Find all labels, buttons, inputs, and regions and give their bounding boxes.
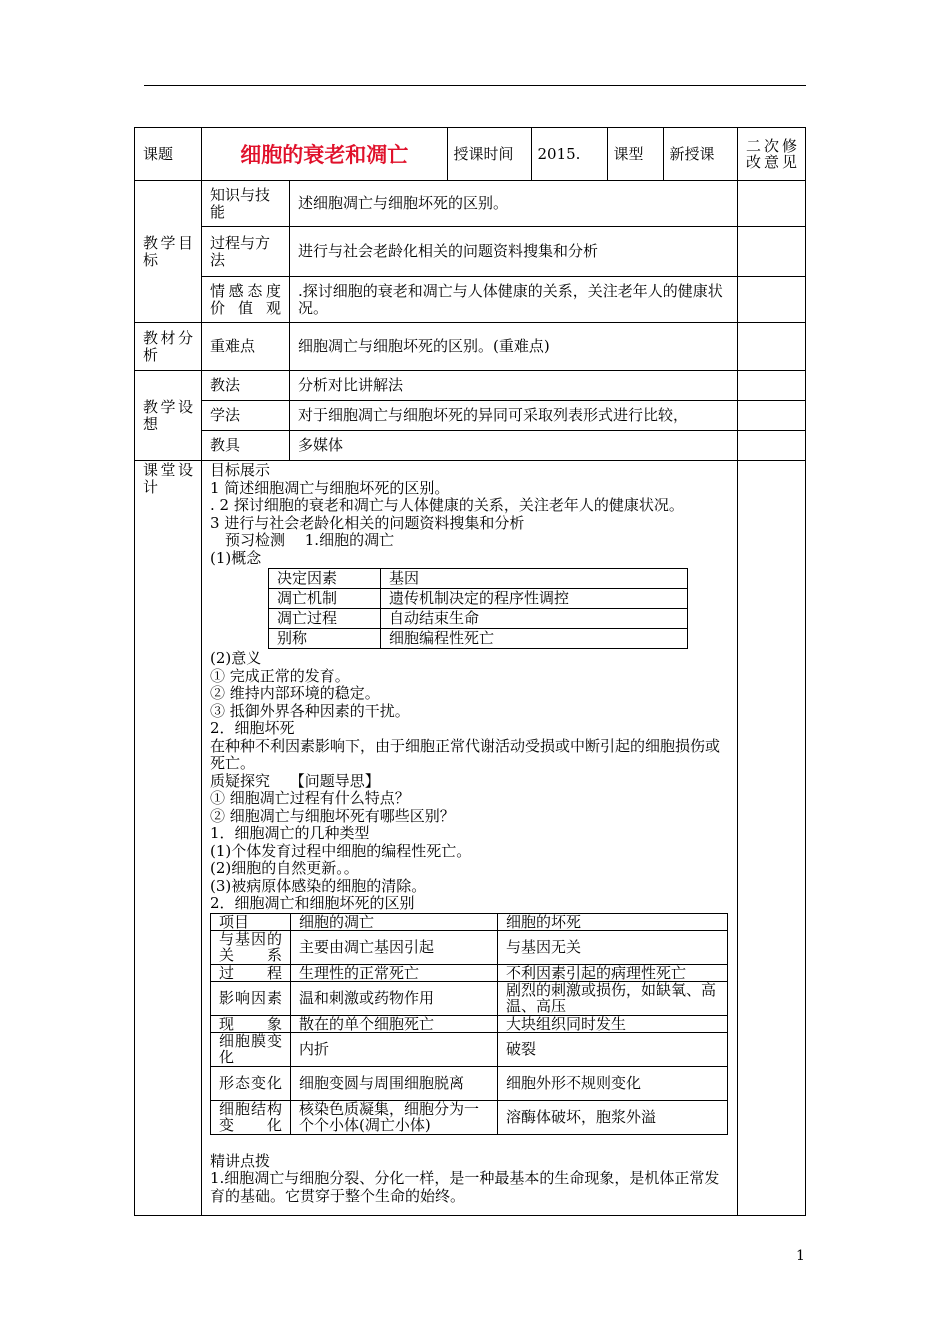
concept-key: 凋亡机制 [269,589,381,609]
analysis-content: 细胞凋亡与细胞坏死的区别。(重难点) [290,323,738,371]
time-value-cell: 2015. [531,128,607,180]
design-line: 精讲点拨 [210,1151,271,1170]
design-line: ③ 抵御外界各种因素的干扰。 [210,701,410,720]
design-content [202,461,738,1216]
revision-cell [738,227,806,277]
concept-value: 自动结束生命 [381,609,688,629]
compare-item: 细胞膜变化 [211,1032,291,1066]
revision-cell [738,371,806,401]
plan-content-study: 对于细胞凋亡与细胞坏死的异同可采取列表形式进行比较， [290,401,738,431]
compare-item: 项目 [211,913,291,930]
revision-cell [738,401,806,431]
design-line: (2)细胞的自然更新。。 [210,859,359,877]
compare-apoptosis: 细胞变圆与周围细胞脱离 [291,1066,498,1100]
concept-row [269,569,688,589]
compare-apoptosis: 核染色质凝集，细胞分为一个个小体(凋亡小体) [291,1100,498,1134]
compare-header-row [211,913,728,930]
revision-cell [738,461,806,1216]
compare-necrosis: 溶酶体破坏，胞浆外溢 [498,1100,728,1134]
design-line: (1)概念 [210,548,262,567]
compare-row [211,1066,728,1100]
goals-label: 教学目标 [135,181,202,323]
revision-cell [738,277,806,323]
design-line: 在种种不利因素影响下，由于细胞正常代谢活动受损或中断引起的细胞损伤或死亡。 [210,736,721,772]
concept-row [269,609,688,629]
design-lines-a [210,462,729,567]
design-line: 预习检测 1.细胞的凋亡 [210,531,395,549]
design-line: (1)个体发育过程中细胞的编程性死亡。 [210,841,472,860]
design-lines-b [210,650,729,913]
compare-row [211,1100,728,1134]
plan-name-method: 教法 [202,371,290,401]
header-rule [144,85,806,86]
design-line: 2．细胞凋亡和细胞坏死的区别 [210,894,415,912]
time-label-cell: 授课时间 [447,128,531,180]
plan-content-method: 分析对比讲解法 [290,371,738,401]
goal-content-knowledge: 述细胞凋亡与细胞坏死的区别。 [290,181,738,227]
compare-item: 现象 [211,1015,291,1032]
design-line: 3 进行与社会老龄化相关的问题资料搜集和分析 [210,513,525,532]
goal-content-process: 进行与社会老龄化相关的问题资料搜集和分析 [290,227,738,277]
plan-name-tools: 教具 [202,431,290,461]
compare-row [211,930,728,964]
compare-necrosis: 破裂 [498,1032,728,1066]
design-line: ① 细胞凋亡过程有什么特点？ [210,789,410,807]
design-line: ② 维持内部环境的稳定。 [210,684,380,702]
design-label: 课堂设计 [135,461,202,1216]
concept-row [269,629,688,649]
design-line: . 2 探讨细胞的衰老和凋亡与人体健康的关系，关注老年人的健康状况。 [210,496,684,514]
compare-item: 过程 [211,964,291,981]
compare-apoptosis: 温和刺激或药物作用 [291,981,498,1015]
compare-necrosis: 与基因无关 [498,930,728,964]
design-line: 1．细胞凋亡的几种类型 [210,824,370,842]
page-number: 1 [796,1248,805,1264]
concept-value: 遗传机制决定的程序性调控 [381,589,688,609]
compare-apoptosis: 内折 [291,1032,498,1066]
compare-row [211,1032,728,1066]
design-line: (2)意义 [210,649,262,667]
plan-name-study: 学法 [202,401,290,431]
concept-table [268,568,688,649]
design-line: 目标展示 [210,461,271,479]
goal-name-knowledge: 知识与技能 [202,181,290,227]
compare-item: 细胞结构变化 [211,1100,291,1134]
design-line: 2．细胞坏死 [210,719,295,737]
compare-necrosis: 不利因素引起的病理性死亡 [498,964,728,981]
revision-cell [738,431,806,461]
header-inner [202,128,738,180]
design-line: 1.细胞凋亡与细胞分裂、分化一样，是一种最基本的生命现象，是机体正常发育的基础。它贯穿于整个生命的始终。 [210,1169,720,1205]
revision-cell [738,181,806,227]
compare-necrosis: 细胞的坏死 [498,913,728,930]
compare-row [211,1015,728,1032]
goal-content-emotion: .探讨细胞的衰老和凋亡与人体健康的关系，关注老年人的健康状况。 [290,277,738,323]
compare-apoptosis: 散在的单个细胞死亡 [291,1015,498,1032]
goal-name-process: 过程与方法 [202,227,290,277]
compare-necrosis: 细胞外形不规则变化 [498,1066,728,1100]
plan-label: 教学设想 [135,371,202,461]
topic-cell: 课题 [135,128,202,181]
goal-name-emotion: 情感态度价值观 [202,277,290,323]
lesson-plan-grid [134,127,806,1216]
compare-item: 与基因的关系 [211,930,291,964]
plan-content-tools: 多媒体 [290,431,738,461]
compare-apoptosis: 细胞的凋亡 [291,913,498,930]
design-line: 质疑探究 【问题导思】 [210,771,380,790]
design-line: ② 细胞凋亡与细胞坏死有哪些区别？ [210,806,455,825]
compare-item: 影响因素 [211,981,291,1015]
compare-table [210,913,728,1135]
concept-key: 凋亡过程 [269,609,381,629]
concept-key: 决定因素 [269,569,381,589]
compare-apoptosis: 生理性的正常死亡 [291,964,498,981]
analysis-label: 教材分析 [135,323,202,371]
header-row-grid [135,128,806,181]
concept-value: 细胞编程性死亡 [381,629,688,649]
concept-key: 别称 [269,629,381,649]
compare-apoptosis: 主要由凋亡基因引起 [291,930,498,964]
revision-label: 二次修改意见 [738,128,806,181]
design-line: ① 完成正常的发育。 [210,666,350,685]
type-value-cell: 新授课 [669,144,715,163]
type-label-cell: 课型 [607,128,663,180]
compare-necrosis: 剧烈的刺激或损伤，如缺氧、高温、高压 [498,981,728,1015]
analysis-name: 重难点 [202,323,290,371]
compare-row [211,964,728,981]
compare-row [211,981,728,1015]
concept-value: 基因 [381,569,688,589]
revision-cell [738,323,806,371]
compare-necrosis: 大块组织同时发生 [498,1015,728,1032]
design-lines-c [210,1153,729,1206]
design-line: 1 简述细胞凋亡与细胞坏死的区别。 [210,478,450,497]
concept-row [269,589,688,609]
lesson-title-cell: 细胞的衰老和凋亡 [202,128,447,180]
design-line: (3)被病原体感染的细胞的清除。 [210,876,427,895]
compare-item: 形态变化 [211,1066,291,1100]
